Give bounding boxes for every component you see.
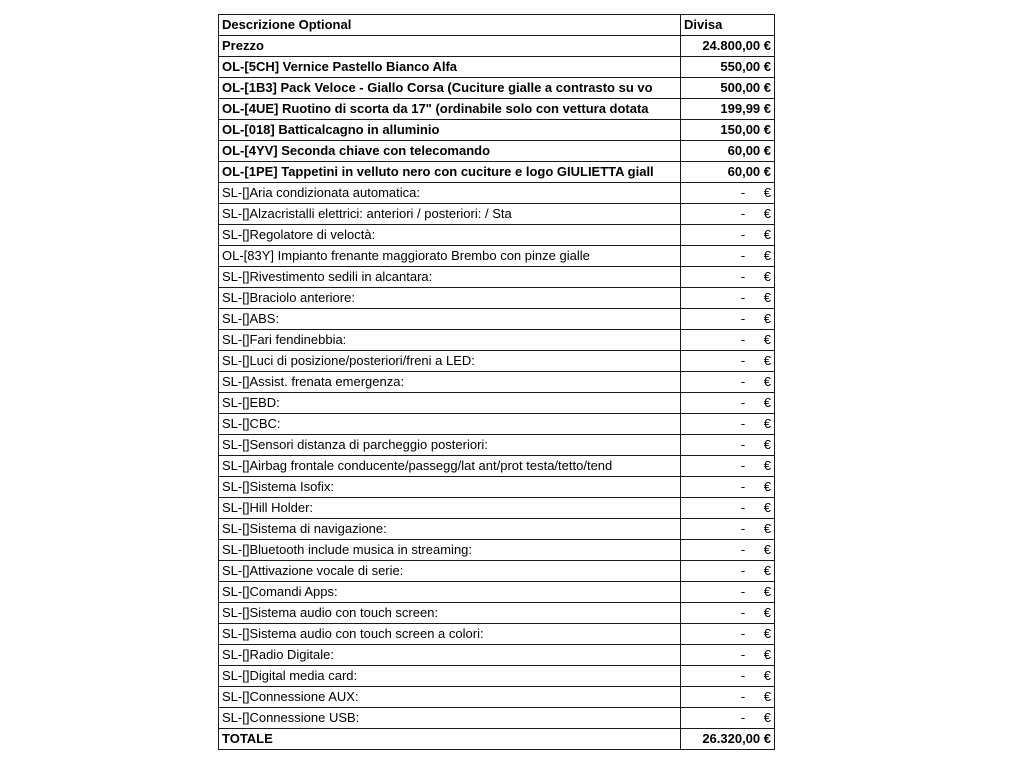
price-dash: -: [740, 290, 746, 305]
price-currency: €: [763, 605, 771, 620]
price-dash: -: [740, 248, 746, 263]
row-description: SL-[]Aria condizionata automatica:: [219, 183, 681, 204]
table-row: [219, 393, 775, 414]
table-row: [219, 645, 775, 666]
price-dash: -: [740, 605, 746, 620]
row-description: SL-[]Airbag frontale conducente/passegg/lat ant/prot testa/tetto/tend: [219, 456, 681, 477]
row-price: [681, 498, 775, 519]
table-row: [219, 162, 775, 183]
price-currency: €: [763, 479, 771, 494]
row-description: SL-[]Sensori distanza di parcheggio posteriori:: [219, 435, 681, 456]
table-row: [219, 99, 775, 120]
table-row: [219, 456, 775, 477]
price-dash: -: [740, 458, 746, 473]
row-price: 150,00 €: [681, 120, 775, 141]
optionals-table: [218, 14, 775, 750]
row-price: 199,99 €: [681, 99, 775, 120]
optionals-sheet: [218, 14, 774, 750]
total-label: TOTALE: [219, 729, 681, 750]
row-description: SL-[]EBD:: [219, 393, 681, 414]
table-row: [219, 582, 775, 603]
price-currency: €: [763, 458, 771, 473]
price-currency: €: [763, 563, 771, 578]
price-dash: -: [740, 647, 746, 662]
row-description: SL-[]Sistema audio con touch screen a colori:: [219, 624, 681, 645]
row-description: SL-[]Assist. frenata emergenza:: [219, 372, 681, 393]
table-row: [219, 561, 775, 582]
price-dash: -: [740, 185, 746, 200]
header-row: [219, 15, 775, 36]
price-currency: €: [763, 437, 771, 452]
price-currency: €: [763, 248, 771, 263]
table-row: [219, 351, 775, 372]
row-price: [681, 540, 775, 561]
table-row: [219, 477, 775, 498]
row-price: 550,00 €: [681, 57, 775, 78]
price-currency: €: [763, 668, 771, 683]
row-price: [681, 204, 775, 225]
row-price: [681, 309, 775, 330]
table-row: [219, 666, 775, 687]
price-currency: €: [763, 374, 771, 389]
row-description: SL-[]Sistema di navigazione:: [219, 519, 681, 540]
price-currency: €: [763, 332, 771, 347]
row-description: OL-[018] Batticalcagno in alluminio: [219, 120, 681, 141]
table-row: [219, 267, 775, 288]
price-currency: €: [763, 290, 771, 305]
table-row: [219, 519, 775, 540]
table-row: [219, 288, 775, 309]
row-description: SL-[]Luci di posizione/posteriori/freni a LED:: [219, 351, 681, 372]
row-price: [681, 435, 775, 456]
price-currency: €: [763, 416, 771, 431]
table-row: [219, 78, 775, 99]
row-price: [681, 456, 775, 477]
table-row: [219, 36, 775, 57]
price-dash: -: [740, 206, 746, 221]
row-price: [681, 351, 775, 372]
price-dash: -: [740, 710, 746, 725]
price-dash: -: [740, 374, 746, 389]
row-price: 60,00 €: [681, 162, 775, 183]
table-row: [219, 246, 775, 267]
row-price: 500,00 €: [681, 78, 775, 99]
row-price: [681, 183, 775, 204]
row-price: [681, 267, 775, 288]
header-description-cell: Descrizione Optional: [219, 15, 681, 36]
price-dash: -: [740, 332, 746, 347]
table-row: [219, 330, 775, 351]
row-description: SL-[]Sistema Isofix:: [219, 477, 681, 498]
row-price: [681, 687, 775, 708]
price-currency: €: [763, 626, 771, 641]
price-currency: €: [763, 521, 771, 536]
price-currency: €: [763, 584, 771, 599]
row-price: [681, 708, 775, 729]
row-price: [681, 330, 775, 351]
table-body: [219, 15, 775, 750]
table-row: [219, 603, 775, 624]
row-price: [681, 666, 775, 687]
table-row: [219, 435, 775, 456]
row-description: SL-[]ABS:: [219, 309, 681, 330]
table-row: [219, 540, 775, 561]
table-row: [219, 57, 775, 78]
price-dash: -: [740, 416, 746, 431]
table-row: [219, 120, 775, 141]
total-value: 26.320,00 €: [681, 729, 775, 750]
row-price: 24.800,00 €: [681, 36, 775, 57]
row-price: [681, 246, 775, 267]
row-description: SL-[]Digital media card:: [219, 666, 681, 687]
row-description: SL-[]Alzacristalli elettrici: anteriori / posteriori: / Sta: [219, 204, 681, 225]
row-description: SL-[]Bluetooth include musica in streaming:: [219, 540, 681, 561]
row-price: [681, 582, 775, 603]
table-row: [219, 687, 775, 708]
price-currency: €: [763, 689, 771, 704]
header-currency-cell: Divisa: [681, 15, 775, 36]
price-currency: €: [763, 269, 771, 284]
row-description: SL-[]Connessione USB:: [219, 708, 681, 729]
row-description: SL-[]Comandi Apps:: [219, 582, 681, 603]
price-dash: -: [740, 689, 746, 704]
row-description: SL-[]Attivazione vocale di serie:: [219, 561, 681, 582]
table-row: [219, 309, 775, 330]
row-price: [681, 519, 775, 540]
row-price: [681, 645, 775, 666]
price-currency: €: [763, 647, 771, 662]
row-description: Prezzo: [219, 36, 681, 57]
price-dash: -: [740, 563, 746, 578]
row-price: [681, 225, 775, 246]
row-description: OL-[4UE] Ruotino di scorta da 17" (ordinabile solo con vettura dotata: [219, 99, 681, 120]
row-description: SL-[]Sistema audio con touch screen:: [219, 603, 681, 624]
row-price: [681, 477, 775, 498]
price-currency: €: [763, 500, 771, 515]
table-row: [219, 372, 775, 393]
price-currency: €: [763, 395, 771, 410]
price-dash: -: [740, 227, 746, 242]
table-row: [219, 624, 775, 645]
table-row: [219, 498, 775, 519]
price-currency: €: [763, 542, 771, 557]
price-dash: -: [740, 311, 746, 326]
price-dash: -: [740, 500, 746, 515]
row-price: [681, 561, 775, 582]
row-description: OL-[83Y] Impianto frenante maggiorato Brembo con pinze gialle: [219, 246, 681, 267]
price-dash: -: [740, 626, 746, 641]
price-dash: -: [740, 668, 746, 683]
row-description: SL-[]Connessione AUX:: [219, 687, 681, 708]
row-price: [681, 288, 775, 309]
row-description: OL-[1PE] Tappetini in velluto nero con cuciture e logo GIULIETTA giall: [219, 162, 681, 183]
row-description: OL-[1B3] Pack Veloce - Giallo Corsa (Cuciture gialle a contrasto su vo: [219, 78, 681, 99]
row-description: OL-[4YV] Seconda chiave con telecomando: [219, 141, 681, 162]
row-description: SL-[]Fari fendinebbia:: [219, 330, 681, 351]
price-dash: -: [740, 584, 746, 599]
row-description: SL-[]CBC:: [219, 414, 681, 435]
row-description: SL-[]Regolatore di veloctà:: [219, 225, 681, 246]
price-currency: €: [763, 185, 771, 200]
row-description: SL-[]Radio Digitale:: [219, 645, 681, 666]
row-price: [681, 372, 775, 393]
table-row: [219, 204, 775, 225]
price-currency: €: [763, 227, 771, 242]
price-dash: -: [740, 542, 746, 557]
row-description: SL-[]Braciolo anteriore:: [219, 288, 681, 309]
table-row: [219, 414, 775, 435]
table-row: [219, 141, 775, 162]
table-row: [219, 183, 775, 204]
price-currency: €: [763, 353, 771, 368]
row-price: [681, 414, 775, 435]
row-description: SL-[]Rivestimento sedili in alcantara:: [219, 267, 681, 288]
price-dash: -: [740, 521, 746, 536]
price-currency: €: [763, 710, 771, 725]
table-row: [219, 708, 775, 729]
price-currency: €: [763, 311, 771, 326]
table-row: [219, 225, 775, 246]
price-dash: -: [740, 269, 746, 284]
price-dash: -: [740, 479, 746, 494]
price-dash: -: [740, 437, 746, 452]
row-price: [681, 393, 775, 414]
row-description: OL-[5CH] Vernice Pastello Bianco Alfa: [219, 57, 681, 78]
row-price: [681, 603, 775, 624]
price-dash: -: [740, 395, 746, 410]
row-price: [681, 624, 775, 645]
total-row: [219, 729, 775, 750]
row-description: SL-[]Hill Holder:: [219, 498, 681, 519]
row-price: 60,00 €: [681, 141, 775, 162]
price-currency: €: [763, 206, 771, 221]
price-dash: -: [740, 353, 746, 368]
